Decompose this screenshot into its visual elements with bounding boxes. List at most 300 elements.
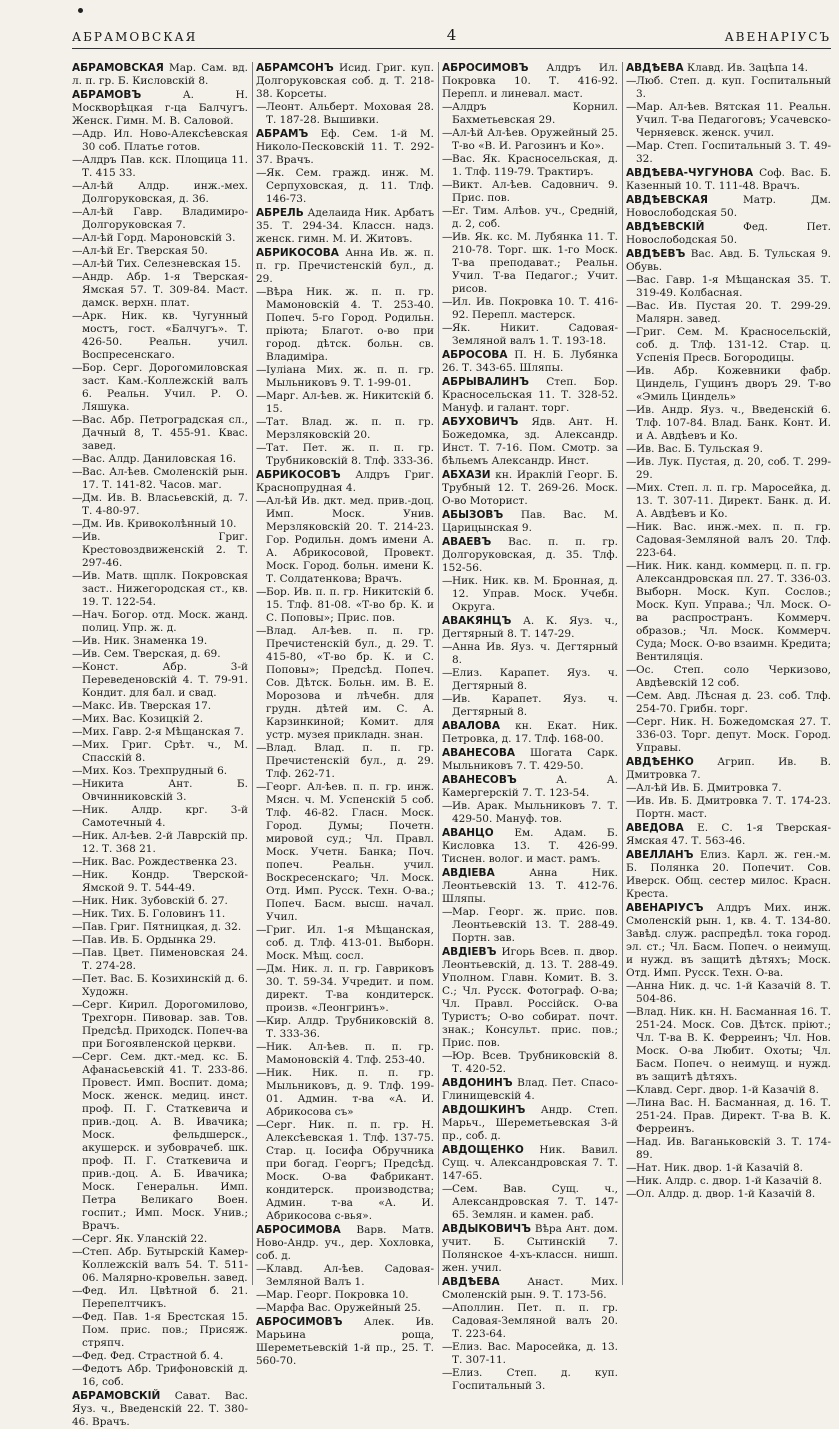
- subline-text: Пав. Ив. Б. Ордынка 29.: [82, 934, 217, 946]
- entry-text: Шогата Сарк. Мыльниковъ 7. Т. 429-50.: [442, 747, 618, 772]
- subline-text: Мар. Ал-ѣев. Вятская 11. Реальн. Учил. Т-ва Педагоговъ; Усачевско-Черняевск. женск. учил.: [636, 101, 831, 139]
- entry-text: П. Н. Б. Лубянка 26. Т. 343-65. Шляпы.: [442, 349, 618, 374]
- subline-text: Викт. Ал-ѣев. Садовнич. 9. Прис. пов.: [452, 179, 618, 204]
- entry-text: кн. Ираклій Георг. Б. Трубный 12. Т. 269-26. Моск. О-во Моторист.: [442, 469, 618, 507]
- subline-text: Серг. Кирил. Дорогомилово, Трехгорн. Пивовар. зав. Тов. Предсѣд. Приходск. Попеч-ва при Богоявленской церкви.: [82, 999, 248, 1050]
- subline-text: Вас. Ал-ѣев. Смоленскій рын. 17. Т. 141-82. Часов. маг.: [82, 466, 248, 491]
- subline-text: Ив. Ник. Знаменка 19.: [82, 635, 208, 647]
- entry-text: Степ. Бор. Красносельская 11. Т. 328-52. Мануф. и галант. торг.: [442, 376, 619, 414]
- column-3: [442, 62, 619, 1392]
- page-header: [72, 26, 831, 49]
- entry-subline: [626, 795, 831, 821]
- entry-subline: [72, 765, 248, 778]
- directory-entry: [442, 827, 618, 866]
- entry-surname: АВДѢЕВСКАЯ: [626, 194, 708, 206]
- subline-text: Фед. Пав. 1-я Брестская 15. Пом. прис. пов.; Присяж. стряпч.: [82, 1311, 248, 1349]
- dash-glyph: —: [72, 635, 83, 647]
- dash-glyph: —: [256, 1263, 267, 1275]
- entry-head: [442, 615, 618, 641]
- running-head-right: АВЕНАРIУСЪ: [724, 30, 831, 44]
- entry-subline: [72, 271, 248, 310]
- entry-surname: АВДѢЕНКО: [626, 756, 694, 768]
- entry-head: [442, 416, 618, 468]
- subline-text: Никита Ант. Б. Овчинниковскій 3.: [82, 778, 248, 803]
- entry-head: [626, 756, 831, 782]
- entry-text: кн. Екат. Ник. Петровка, д. 17. Тлф. 168-00.: [442, 720, 618, 745]
- directory-entry: [626, 194, 831, 220]
- subline-text: Елиз. Карапет. Яуз. ч. Дегтярный 8.: [452, 667, 618, 692]
- dash-glyph: —: [442, 1302, 453, 1314]
- entry-subline: [256, 1041, 434, 1067]
- subline-text: Ник. Тих. Б. Головинъ 11.: [82, 908, 226, 920]
- dash-glyph: —: [256, 286, 267, 298]
- entry-subline: [72, 635, 248, 648]
- entry-surname: АБРАМЪ: [256, 128, 309, 140]
- dash-glyph: —: [256, 1015, 267, 1027]
- entry-subline: [256, 364, 434, 390]
- subline-text: Мих. Гавр. 2-я Мѣщанская 7.: [82, 726, 244, 738]
- entry-subline: [256, 742, 434, 781]
- entry-subline: [256, 416, 434, 442]
- dash-glyph: —: [626, 404, 637, 416]
- entry-text: А. А. Камергерскій 7. Т. 123-54.: [442, 774, 619, 799]
- directory-entry: [256, 247, 434, 468]
- entry-surname: АВДѢЕВА: [442, 1276, 500, 1288]
- entry-subline: [626, 75, 831, 101]
- entry-text: Клавд. Ив. Зацѣпа 14.: [686, 62, 808, 74]
- dash-glyph: —: [72, 128, 83, 140]
- page-number: 4: [446, 26, 457, 44]
- entry-subline: [442, 179, 618, 205]
- entry-text: А. Н. Москворѣцкая г-ца Балчугъ. Женск. Гимн. М. В. Саловой.: [72, 89, 249, 127]
- subline-text: Влад. Ал-ѣев. п. п. гр. Пречистенскій бул., д. 29. Т. 415-80, «Т-во бр. К. и С. Поповы»; Предсѣд. Попеч. Сов. Дѣтск. Больн. им. В. Е. Морозова и лѣчебн. для грудн. дѣтей им. С. А. Карзинкиной; Комит. для устр. музея прикладн. знан.: [266, 625, 434, 741]
- directory-entry: [442, 774, 618, 826]
- entry-head: [256, 128, 434, 167]
- directory-entry: [256, 469, 434, 1223]
- dash-glyph: —: [626, 1136, 637, 1148]
- dash-glyph: —: [442, 1183, 453, 1195]
- dash-glyph: —: [72, 570, 83, 582]
- entry-surname: АВДІЕВА: [442, 867, 495, 879]
- entry-subline: [442, 667, 618, 693]
- entry-head: [626, 849, 831, 901]
- dash-glyph: —: [626, 716, 637, 728]
- entry-subline: [256, 390, 434, 416]
- entry-subline: [626, 1136, 831, 1162]
- entry-text: Ник. Вавил. Сущ. ч. Александровская 7. Т. 147-65.: [442, 1144, 618, 1182]
- directory-entry: [256, 207, 434, 246]
- dash-glyph: —: [256, 390, 267, 402]
- subline-text: Мих. Коз. Трехпрудный 6.: [82, 765, 228, 777]
- subline-text: Степ. Абр. Бутырскій Камер-Коллежскій валъ 54. Т. 511-06. Малярно-кровельн. завед.: [82, 1246, 248, 1284]
- dash-glyph: —: [72, 310, 83, 322]
- dash-glyph: —: [442, 575, 453, 587]
- dash-glyph: —: [442, 179, 453, 191]
- entry-surname: АВАНЕСОВЪ: [442, 774, 517, 786]
- entry-subline: [442, 693, 618, 719]
- entry-subline: [256, 1263, 434, 1289]
- entry-text: Ядв. Ант. Н. Божедомка, зд. Александр. Инст. Т. 7-16. Пом. Смотр. за бѣльемъ Александр. Инст.: [442, 416, 618, 467]
- entry-text: А. К. Яуз. ч., Дегтярный 8. Т. 147-29.: [442, 615, 619, 640]
- entry-head: [442, 1276, 618, 1302]
- subline-text: Як. Никит. Садовая-Земляной валъ 1. Т. 193-18.: [452, 322, 618, 347]
- dash-glyph: —: [626, 521, 637, 533]
- subline-text: Фед. Ил. Цвѣтной б. 21. Перепелтчикъ.: [82, 1285, 248, 1310]
- entry-surname: АБРИКОСОВЪ: [256, 469, 341, 481]
- entry-subline: [442, 1341, 618, 1367]
- subline-text: Бор. Серг. Дорогомиловская заст. Кам.-Коллежскій валъ 6. Реальн. Учил. Р. О. Ляшука.: [82, 362, 248, 413]
- subline-text: Тат. Пет. ж. п. п. гр. Трубниковскій 8. Тлф. 333-36.: [266, 442, 434, 467]
- subline-text: Ник. Ник. п. п. гр. Мыльниковъ, д. 9. Тлф. 199-01. Админ. т-ва «А. И. Абрикосова съ»: [266, 1067, 434, 1118]
- dash-glyph: —: [72, 869, 83, 881]
- entry-text: Мар. Сам. вд. л. п. гр. Б. Кисловскій 8.: [72, 62, 248, 87]
- subline-text: Серг. Ник. п. п. гр. Н. Алексѣевская 1. Тлф. 137-75. Стар. ц. Іосифа Обручника при богад. Георгъ; Предсѣд. Моск. О-ва Фабрикант. кондитерск. производства; Админ. т-ва «А. И. Абрикосова с-вья».: [266, 1119, 434, 1222]
- entry-surname: АВЕДОВА: [626, 822, 684, 834]
- dash-glyph: —: [72, 921, 83, 933]
- entry-head: [72, 62, 248, 88]
- subline-text: Ник. Ал-ѣев. п. п. гр. Мамоновскій 4. Тлф. 253-40.: [266, 1041, 434, 1066]
- dash-glyph: —: [72, 765, 83, 777]
- subline-text: Сем. Вав. Сущ. ч., Александровская 7. Т. 147-65. Землян. и камен. раб.: [452, 1183, 618, 1221]
- entry-subline: [442, 101, 618, 127]
- dash-glyph: —: [442, 641, 453, 653]
- entry-subline: [72, 154, 248, 180]
- entry-head: [442, 827, 618, 866]
- dash-glyph: —: [442, 800, 453, 812]
- dash-glyph: —: [72, 1051, 83, 1063]
- dash-glyph: —: [256, 625, 267, 637]
- dash-glyph: —: [626, 140, 637, 152]
- entry-subline: [72, 999, 248, 1051]
- entry-subline: [72, 934, 248, 947]
- directory-entry: [442, 509, 618, 535]
- entry-subline: [626, 1097, 831, 1136]
- entry-head: [72, 1390, 248, 1429]
- entry-surname: АВДѢЕВА-ЧУГУНОВА: [626, 167, 754, 179]
- entry-head: [256, 1224, 434, 1263]
- subline-text: Ал-ѣй Алдр. инж.-мех. Долгоруковская, д. 36.: [82, 180, 248, 205]
- directory-entry: [442, 536, 618, 614]
- subline-text: Алдръ Корнил. Бахметьевская 29.: [452, 101, 618, 126]
- dash-glyph: —: [256, 495, 267, 507]
- dash-glyph: —: [256, 742, 267, 754]
- subline-text: Влад. Влад. п. п. гр. Пречистенскій бул., д. 29. Тлф. 262-71.: [266, 742, 434, 780]
- dash-glyph: —: [72, 609, 83, 621]
- dash-glyph: —: [256, 364, 267, 376]
- directory-entry: [626, 902, 831, 1201]
- entry-subline: [256, 586, 434, 625]
- entry-subline: [72, 362, 248, 414]
- subline-text: Ник. Ал-ѣев. 2-й Лаврскій пр. 12. Т. 368 21.: [82, 830, 248, 855]
- subline-text: Федотъ Абр. Трифоновскій д. 16, соб.: [82, 1363, 248, 1388]
- subline-text: Мар. Георг. ж. прис. пов. Леонтьевскій 13. Т. 288-49. Портн. зав.: [452, 906, 618, 944]
- entry-subline: [256, 924, 434, 963]
- subline-text: Макс. Ив. Тверская 17.: [82, 700, 212, 712]
- entry-surname: АВДЫКОВИЧЪ: [442, 1223, 532, 1235]
- subline-text: Ив. Як. кс. М. Лубянка 11. Т. 210-78. Торг. шк. 1-го Моск. Т-ва преподават.; Реальн. Учил. Т-ва Педагог.; Учит. рисов.: [452, 231, 618, 295]
- entry-head: [442, 1144, 618, 1183]
- subline-text: Аполлин. Пет. п. п. гр. Садовая-Земляной валъ 20. Т. 223-64.: [452, 1302, 618, 1340]
- entry-text: Игорь Всев. п. двор. Леонтьевскій, д. 13. Т. 288-49. Уполном. Главн. Комит. В. З. С.; Чл. Русск. Фотограф. О-ва; Чл. Правл. Россійск. О-ва Туристъ; О-во собират. почт. знак.; Консульт. прис. пов.; Прис. пов.: [442, 946, 618, 1049]
- directory-entry: [626, 167, 831, 193]
- entry-subline: [72, 895, 248, 908]
- dash-glyph: —: [626, 101, 637, 113]
- dash-glyph: —: [626, 75, 637, 87]
- dash-glyph: —: [626, 365, 637, 377]
- dash-glyph: —: [626, 482, 637, 494]
- subline-text: Андр. Абр. 1-я Тверская-Ямская 57. Т. 309-84. Маст. дамск. верхн. плат.: [82, 271, 248, 309]
- dash-glyph: —: [72, 999, 83, 1011]
- dash-glyph: —: [72, 830, 83, 842]
- subline-text: Ник. Алдр. крг. 3-й Самотечный 4.: [82, 804, 248, 829]
- dash-glyph: —: [72, 908, 83, 920]
- entry-subline: [442, 205, 618, 231]
- dash-glyph: —: [626, 443, 637, 455]
- entry-subline: [256, 781, 434, 924]
- directory-entry: [256, 1316, 434, 1368]
- entry-subline: [442, 322, 618, 348]
- entry-subline: [72, 778, 248, 804]
- entry-head: [626, 248, 831, 274]
- dash-glyph: —: [442, 693, 453, 705]
- entry-head: [442, 1077, 618, 1103]
- entry-surname: АБРАМОВСКАЯ: [72, 62, 164, 74]
- page-mark-dot: [78, 8, 83, 13]
- dash-glyph: —: [256, 167, 267, 179]
- directory-entry: [256, 128, 434, 206]
- column-2: [256, 62, 435, 1367]
- subline-text: Ив. Абр. Кожевники фабр. Циндель, Гущинъ дворъ 29. Т-во «Эмиль Циндель»: [636, 365, 831, 403]
- entry-text: Елиз. Карл. ж. ген.-м. Б. Полянка 20. Попечит. Сов. Иверск. Общ. сестер милос. Красн. Креста.: [626, 849, 831, 900]
- entry-surname: АБРАМСОНЪ: [256, 62, 334, 74]
- subline-text: Ал-ѣй Гавр. Владимиро-Долгоруковская 7.: [82, 206, 248, 231]
- entry-head: [256, 247, 434, 286]
- subline-text: Григ. Сем. М. Красносельскій, соб. д. Тлф. 131-12. Стар. ц. Успенія Пресв. Богородицы.: [636, 326, 831, 364]
- subline-text: Мих. Степ. л. п. гр. Маросейка, д. 13. Т. 307-11. Директ. Банк. д. И. А. Авдѣевъ и Ко.: [636, 482, 831, 520]
- directory-entry: [442, 720, 618, 746]
- entry-head: [442, 774, 618, 800]
- dash-glyph: —: [72, 947, 83, 959]
- entry-subline: [72, 492, 248, 518]
- subline-text: Дм. Ив. Кривоколѣнный 10.: [82, 518, 237, 530]
- entry-subline: [72, 908, 248, 921]
- dash-glyph: —: [72, 531, 83, 543]
- entry-subline: [256, 1289, 434, 1302]
- entry-subline: [442, 1302, 618, 1341]
- dash-glyph: —: [626, 1175, 637, 1187]
- dash-glyph: —: [256, 781, 267, 793]
- subline-text: Ал-ѣй Ег. Тверская 50.: [82, 245, 208, 257]
- entry-text: Вѣра Ант. дом. учит. Б. Сытинскій 7. Полянское 4-хъ-классн. нишп. жен. учил.: [442, 1223, 618, 1274]
- dash-glyph: —: [72, 804, 83, 816]
- subline-text: Ал-ѣй Ив. дкт. мед. прив.-доц. Имп. Моск. Унив. Мерзляковскій 20. Т. 214-23. Гор. Родильн. домъ имени А. А. Абрикосовой, Провект. Моск. Город. больн. имени К. Т. Солдатенкова; Врачъ.: [266, 495, 434, 585]
- entry-head: [442, 469, 618, 508]
- subline-text: Влад. Ник. кн. Н. Басманная 16. Т. 251-24. Моск. Сов. Дѣтск. пріют.; Чл. Т-ва В. К. Ферреинъ; Чл. Нов. Моск. О-ва Любит. Охоты; Чл. Басм. Попеч. о неимущ. и нужд. въ защитѣ дѣтяхъ.: [636, 1006, 831, 1083]
- entry-subline: [442, 127, 618, 153]
- directory-entry: [626, 756, 831, 821]
- column-divider: [252, 62, 253, 1285]
- dash-glyph: —: [626, 456, 637, 468]
- subline-text: Вас. Ив. Пустая 20. Т. 299-29. Малярн. завед.: [636, 300, 831, 325]
- dash-glyph: —: [72, 414, 83, 426]
- entry-text: Алдръ Ил. Покровка 10. Т. 416-92. Перепл. и линевал. маст.: [442, 62, 618, 100]
- entry-text: Варв. Матв. Ново-Андр. уч., дер. Хохловка, соб. д.: [256, 1224, 435, 1262]
- subline-text: Леонт. Альберт. Моховая 28. Т. 187-28. Вышивки.: [266, 101, 434, 126]
- dash-glyph: —: [442, 231, 453, 243]
- dash-glyph: —: [626, 300, 637, 312]
- subline-text: Над. Ив. Ваганьковскій 3. Т. 174-89.: [636, 1136, 831, 1161]
- dash-glyph: —: [256, 1067, 267, 1079]
- column-divider: [622, 62, 623, 1285]
- dash-glyph: —: [256, 586, 267, 598]
- dash-glyph: —: [442, 322, 453, 334]
- entry-subline: [626, 560, 831, 664]
- subline-text: Тат. Влад. ж. п. п. гр. Мерзляковскій 20.: [266, 416, 434, 441]
- entry-subline: [626, 300, 831, 326]
- entry-subline: [72, 648, 248, 661]
- entry-subline: [72, 700, 248, 713]
- entry-subline: [626, 1175, 831, 1188]
- directory-columns: [72, 62, 832, 1428]
- entry-subline: [626, 326, 831, 365]
- column-4: [626, 62, 831, 1285]
- entry-text: Фед. Пет. Новослободская 50.: [626, 221, 831, 246]
- entry-surname: АВДОНИНЪ: [442, 1077, 513, 1089]
- subline-text: Юр. Всев. Трубниковскій 8. Т. 420-52.: [452, 1050, 618, 1075]
- dash-glyph: —: [626, 795, 637, 807]
- dash-glyph: —: [72, 934, 83, 946]
- subline-text: Дм. Ник. л. п. гр. Гавриковъ 30. Т. 59-34. Учредит. и пом. директ. Т-ва кондитерск. произв. «Леонгринъ».: [266, 963, 434, 1014]
- entry-subline: [442, 575, 618, 614]
- subline-text: Анна Ив. Яуз. ч. Дегтярный 8.: [452, 641, 618, 666]
- entry-subline: [442, 296, 618, 322]
- subline-text: Дм. Ив. В. Власьевскій, д. 7. Т. 4-80-97.: [82, 492, 248, 517]
- dash-glyph: —: [72, 1233, 83, 1245]
- directory-entry: [442, 349, 618, 375]
- entry-subline: [626, 1162, 831, 1175]
- subline-text: Вѣра Ник. ж. п. п. гр. Мамоновскій 4. Т. 253-40. Попеч. 5-го Город. Родильн. пріюта; Благот. о-во при город. дѣтск. больн. св. Владиміра.: [266, 286, 434, 363]
- subline-text: Ал-ѣй Ив. Б. Дмитровка 7.: [636, 782, 782, 794]
- subline-text: Ал-ѣй Горд. Мароновскій 3.: [82, 232, 236, 244]
- entry-subline: [72, 414, 248, 453]
- entry-surname: АБРОСИМОВА: [256, 1224, 341, 1236]
- entry-subline: [256, 1067, 434, 1119]
- dash-glyph: —: [72, 154, 83, 166]
- entry-surname: АВЕЛЛАНЪ: [626, 849, 694, 861]
- dash-glyph: —: [72, 739, 83, 751]
- entry-subline: [72, 453, 248, 466]
- entry-subline: [72, 804, 248, 830]
- dash-glyph: —: [442, 906, 453, 918]
- subline-text: Як. Сем. гражд. инж. М. Серпуховская, д. 11. Тлф. 146-73.: [266, 167, 434, 205]
- subline-text: Ив. Вас. Б. Тульская 9.: [636, 443, 763, 455]
- directory-entry: [626, 248, 831, 755]
- subline-text: Нат. Ник. двор. 1-й Казачій 8.: [636, 1162, 803, 1174]
- entry-surname: АБУХОВИЧЪ: [442, 416, 519, 428]
- entry-surname: АБХАЗИ: [442, 469, 491, 481]
- entry-head: [442, 536, 618, 575]
- entry-subline: [72, 1285, 248, 1311]
- entry-subline: [626, 404, 831, 443]
- directory-entry: [626, 62, 831, 166]
- subline-text: Сем. Авд. Лѣсная д. 23. соб. Тлф. 254-70. Грибн. торг.: [636, 690, 831, 715]
- entry-subline: [256, 286, 434, 364]
- dash-glyph: —: [72, 895, 83, 907]
- subline-text: Пав. Цвет. Пименовская 24. Т. 274-28.: [82, 947, 248, 972]
- subline-text: Клавд. Ал-ѣев. Садовая-Земляной Валъ 1.: [266, 1263, 434, 1288]
- entry-subline: [72, 1233, 248, 1246]
- subline-text: Ник. Ник. кв. М. Бронная, д. 12. Управ. Моск. Учебн. Округа.: [452, 575, 618, 613]
- entry-subline: [626, 690, 831, 716]
- dash-glyph: —: [626, 1097, 637, 1109]
- entry-surname: АБРИКОСОВА: [256, 247, 339, 259]
- entry-text: Соф. Вас. Б. Казенный 10. Т. 111-48. Врачъ.: [626, 167, 831, 192]
- directory-entry: [442, 615, 618, 719]
- entry-surname: АВДѢЕВА: [626, 62, 684, 74]
- subline-text: Серг. Ник. Н. Божедомская 27. Т. 336-03. Торг. депут. Моск. Город. Управы.: [636, 716, 831, 754]
- entry-subline: [72, 1051, 248, 1233]
- entry-subline: [626, 716, 831, 755]
- subline-text: Іуліана Мих. ж. п. п. гр. Мыльниковъ 9. Т. 1-99-01.: [266, 364, 434, 389]
- entry-text: Аделаида Ник. Арбатъ 35. Т. 294-34. Классн. надз. женск. гимн. М. И. Житовъ.: [256, 207, 434, 245]
- entry-subline: [72, 1350, 248, 1363]
- dash-glyph: —: [626, 664, 637, 676]
- entry-subline: [256, 167, 434, 206]
- subline-text: Вас. Гавр. 1-я Мѣщанская 35. Т. 319-49. Колбасная.: [636, 274, 831, 299]
- subline-text: Ив. Сем. Тверская, д. 69.: [82, 648, 221, 660]
- dash-glyph: —: [256, 442, 267, 454]
- dash-glyph: —: [626, 1084, 637, 1096]
- dash-glyph: —: [72, 466, 83, 478]
- subline-text: Вас. Абр. Петроградская сл., Дачный 8, Т. 455-91. Квас. завед.: [82, 414, 248, 452]
- dash-glyph: —: [72, 180, 83, 192]
- entry-surname: АВЕНАРІУСЪ: [626, 902, 704, 914]
- dash-glyph: —: [256, 416, 267, 428]
- entry-surname: АБЫЗОВЪ: [442, 509, 504, 521]
- entry-subline: [626, 274, 831, 300]
- entry-subline: [72, 310, 248, 362]
- dash-glyph: —: [626, 274, 637, 286]
- subline-text: Ал-ѣй Ал-ѣев. Оружейный 25. Т-во «В. И. Рагозинъ и Ко».: [452, 127, 618, 152]
- subline-text: Ив. Карапет. Яуз. ч. Дегтярный 8.: [452, 693, 618, 718]
- entry-text: Вас. Авд. Б. Тульская 9. Обувь.: [626, 248, 831, 273]
- subline-text: Люб. Степ. д. куп. Госпитальный 3.: [636, 75, 831, 100]
- subline-text: Ник. Алдр. с. двор. 1-й Казачій 8.: [636, 1175, 823, 1187]
- entry-text: Ем. Адам. Б. Кисловка 13. Т. 426-99. Тиснен. волог. и маст. рамъ.: [442, 827, 618, 865]
- entry-text: Сават. Вас. Яуз. ч., Введенскій 22. Т. 380-46. Врачъ.: [72, 1390, 248, 1428]
- entry-subline: [626, 456, 831, 482]
- entry-surname: АБРАМОВСКІЙ: [72, 1390, 161, 1402]
- entry-head: [442, 946, 618, 1050]
- subline-text: Бор. Ив. п. п. гр. Никитскій б. 15. Тлф. 81-08. «Т-во бр. К. и С. Поповы»; Прис. пов.: [266, 586, 434, 624]
- entry-subline: [442, 1367, 618, 1393]
- entry-text: Алдръ Мих. инж. Смоленскій рын. 1, кв. 4. Т. 134-80. Завѣд. служ. распредѣл. тока город. эл. ст.; Чл. Басм. Попеч. о неимущ. и нужд. въ защитѣ дѣтяхъ; Моск. Отд. Имп. Русск. Техн. О-ва.: [626, 902, 831, 979]
- entry-subline: [72, 570, 248, 609]
- entry-subline: [256, 101, 434, 127]
- dash-glyph: —: [256, 1289, 267, 1301]
- entry-text: Вас. п. п. гр. Долгоруковская, д. 35. Тлф. 152-56.: [442, 536, 618, 574]
- entry-text: Агрип. Ив. В. Дмитровка 7.: [626, 756, 831, 781]
- subline-text: Ал-ѣй Тих. Селезневская 15.: [82, 258, 241, 270]
- entry-surname: АБРЕЛЬ: [256, 207, 304, 219]
- subline-text: Елиз. Степ. д. куп. Госпитальный 3.: [452, 1367, 618, 1392]
- entry-head: [72, 89, 248, 128]
- dash-glyph: —: [626, 1162, 637, 1174]
- subline-text: Мих. Вас. Козицкій 2.: [82, 713, 204, 725]
- dash-glyph: —: [626, 980, 637, 992]
- entry-subline: [256, 1302, 434, 1315]
- directory-entry: [442, 469, 618, 508]
